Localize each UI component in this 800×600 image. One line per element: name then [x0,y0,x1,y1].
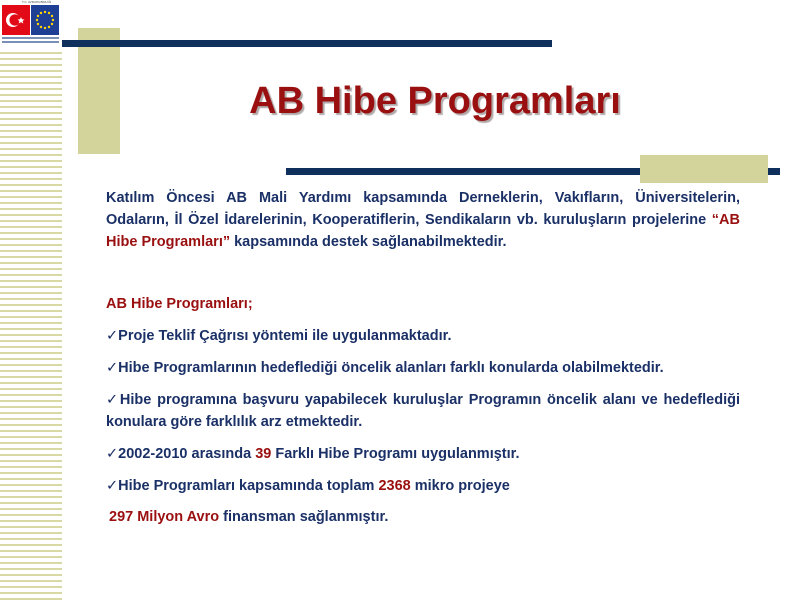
eu-flag-icon [31,5,59,35]
logo-area [0,0,62,50]
intro-text: Katılım Öncesi AB Mali Yardımı kapsamında Derneklerin, Vakıfların, Üniversitelerin, Odaların, İl Özel İdarelerinin, Kooperatiflerin, Sendikaların vb. kuruluşların projelerine [106,190,740,228]
bullet-text-5-suffix: mikro projeye [410,478,510,494]
program-count: 39 [255,446,272,462]
checkmark-icon: ✓ [106,328,119,344]
logo-subtext [2,37,59,47]
checkmark-icon: ✓ [106,478,119,494]
funding-line [106,506,740,528]
turkish-flag-icon [2,5,30,35]
intro-paragraph [106,187,740,253]
decor-line-top [62,40,552,47]
bullet-item-2 [106,357,740,379]
bullet-item-1 [106,325,740,347]
bullet-item-5 [106,475,740,497]
bullet-text-5-prefix: Hibe Programları kapsamında toplam [118,478,379,494]
checkmark-icon: ✓ [106,392,120,408]
list-heading: AB Hibe Programları; [106,296,253,312]
bullet-text-3: Hibe programına başvuru yapabilecek kuruluşlar Programın öncelik alanı ve hedeflediği konulara göre farklılık arz etmektedir. [106,392,740,430]
intro-highlight: “AB Hibe Programları” [106,212,740,250]
bullet-item-4 [106,443,740,465]
funding-amount: 297 Milyon Avro [109,509,220,525]
logo-caption: T.C. AVRUPA BİRLİĞİ [22,0,52,4]
bullet-text-1: Proje Teklif Çağrısı yöntemi ile uygulanmaktadır. [118,328,452,344]
decor-block-right [640,155,768,183]
funding-suffix: finansman sağlanmıştır. [219,509,389,525]
bullet-item-3 [106,389,740,433]
project-count: 2368 [378,478,411,494]
checkmark-icon: ✓ [106,360,119,376]
slide-title: AB Hibe Programları [249,80,621,122]
slide-body [106,187,740,528]
checkmark-icon: ✓ [106,446,119,462]
intro-suffix: kapsamında destek sağlanabilmektedir. [230,234,507,250]
bullet-text-4-prefix: 2002-2010 arasında [118,446,256,462]
bullet-text-2: Hibe Programlarının hedeflediği öncelik alanları farklı konularda olabilmektedir. [118,360,664,376]
left-striped-border [0,0,62,600]
bullet-text-4-suffix: Farklı Hibe Programı uygulanmıştır. [271,446,520,462]
